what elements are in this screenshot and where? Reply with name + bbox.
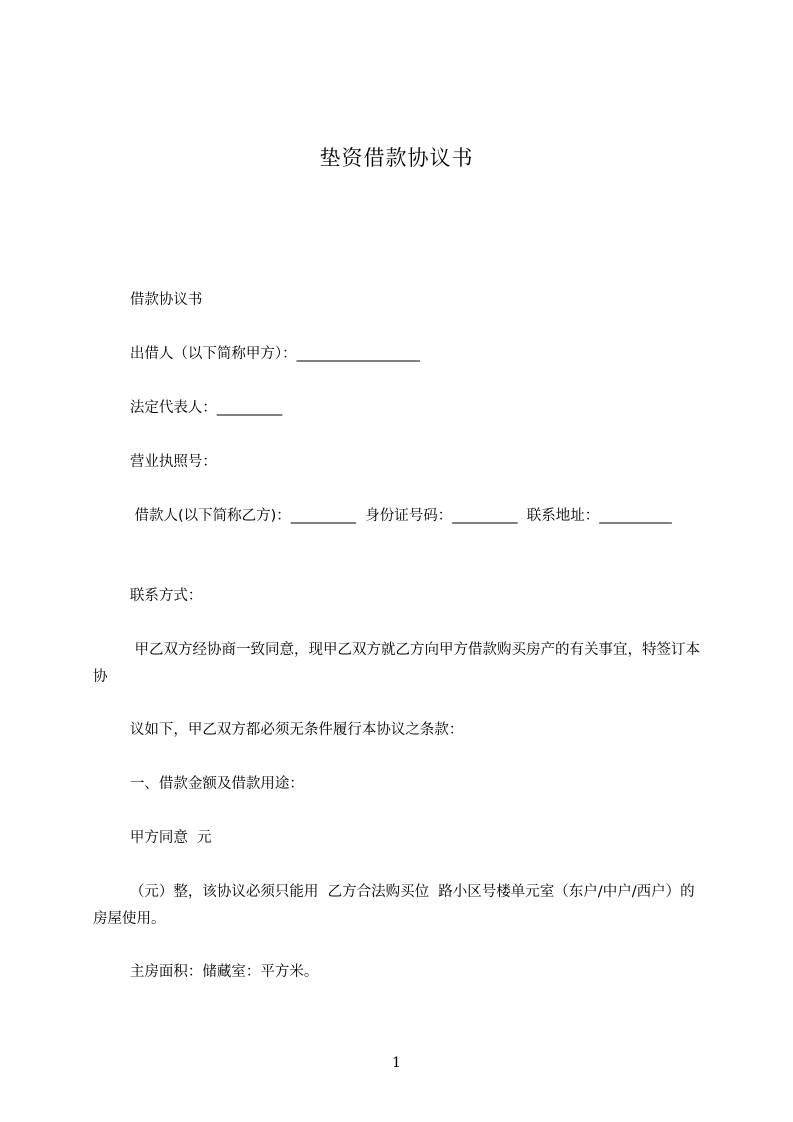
paragraph-borrower: 借款人(以下简称乙方)：_________ 身份证号码：_________ 联系地址：__________ — [93, 508, 672, 524]
paragraph-lender: 出借人（以下简称甲方）：_________________ — [93, 346, 420, 362]
page-number: 1 — [392, 1055, 401, 1071]
paragraph-usage: （元）整，该协议必须只能用 乙方合法购买位 路小区号楼单元室（东户/中户/西户）的房屋使用。 — [93, 884, 695, 927]
paragraph-business-license: 营业执照号： — [93, 454, 217, 470]
paragraph-section-one: 一、借款金额及借款用途： — [93, 776, 304, 792]
paragraph-heading: 借款协议书 — [93, 292, 203, 308]
document-title: 垫资借款协议书 — [319, 146, 474, 170]
paragraph-area: 主房面积：储藏室：平方米。 — [93, 964, 319, 980]
paragraph-legal-rep: 法定代表人：_________ — [93, 400, 283, 416]
paragraph-agreement-terms: 议如下，甲乙双方都必须无条件履行本协议之条款： — [93, 722, 464, 738]
paragraph-contact: 联系方式： — [93, 588, 203, 604]
paragraph-agreement-intro: 甲乙双方经协商一致同意，现甲乙双方就乙方向甲方借款购买房产的有关事宜，特签订本协 — [93, 642, 700, 685]
paragraph-amount: 甲方同意 元 — [93, 830, 212, 846]
